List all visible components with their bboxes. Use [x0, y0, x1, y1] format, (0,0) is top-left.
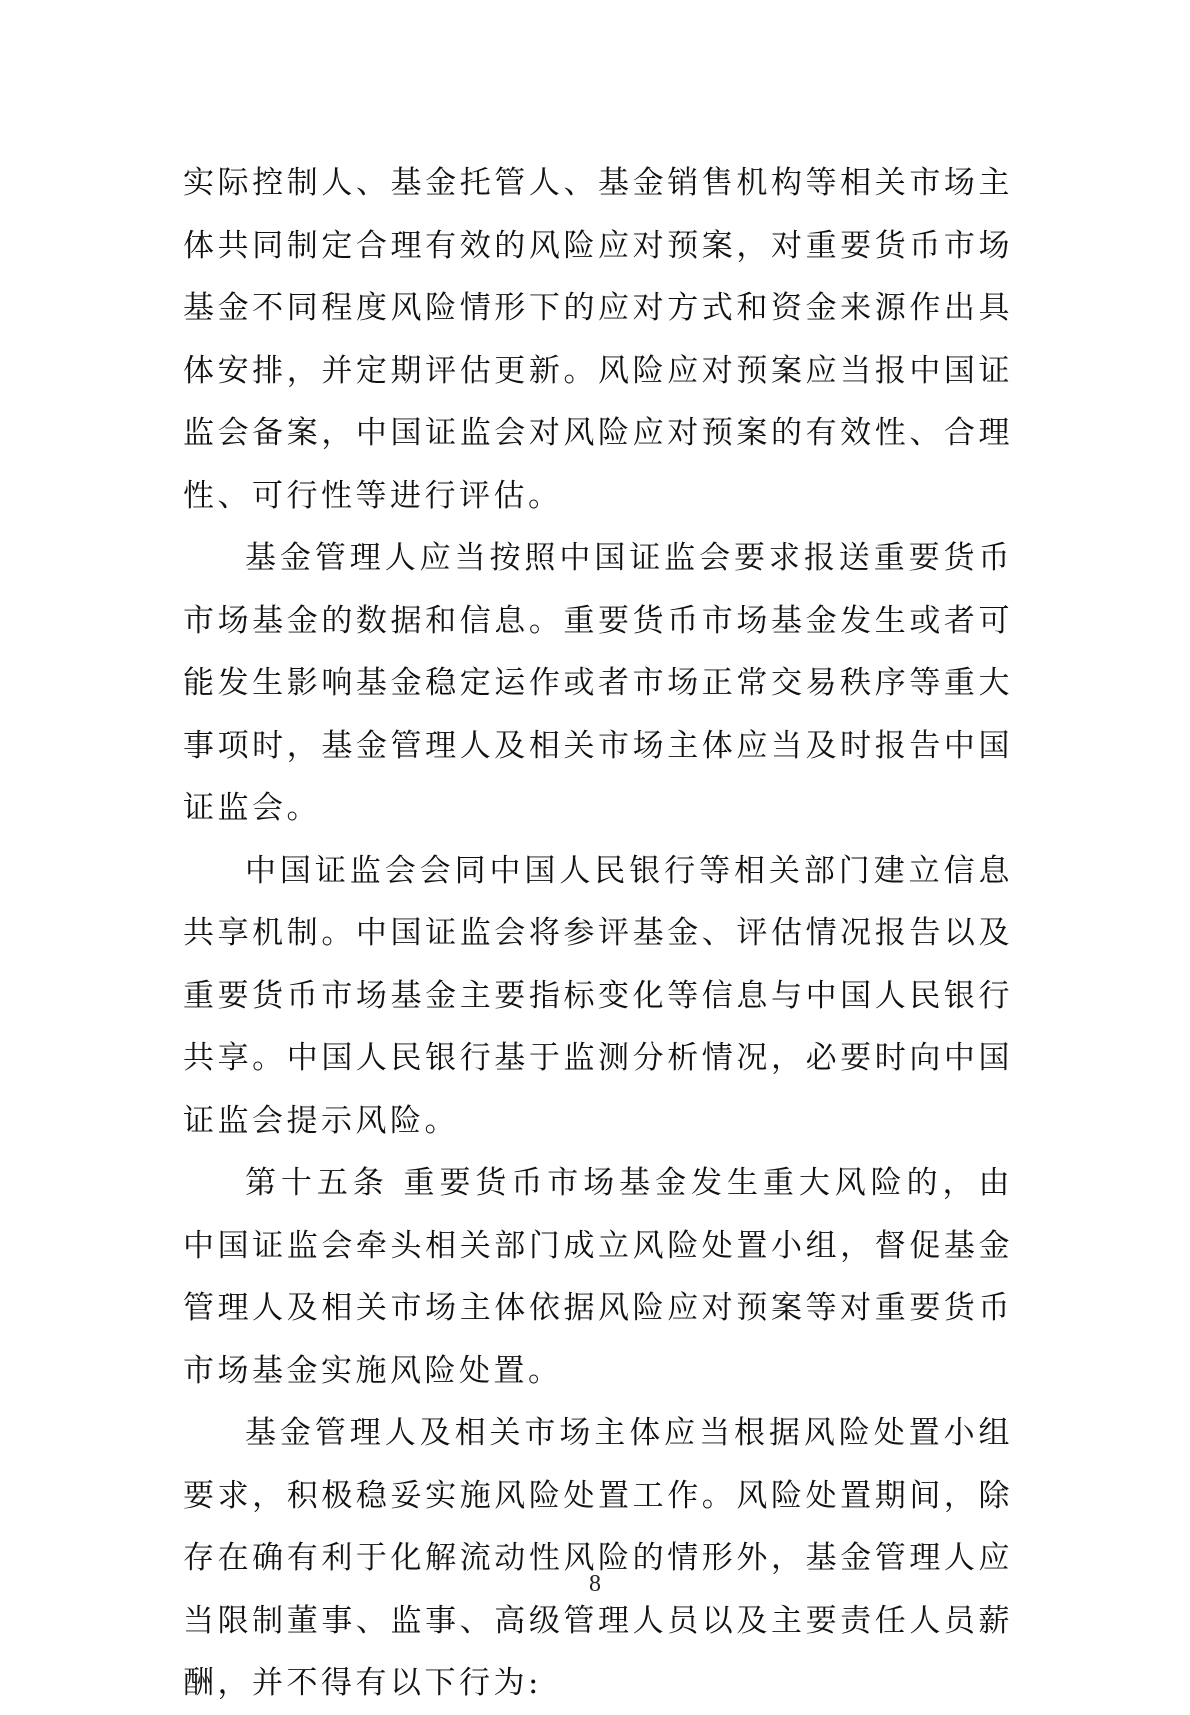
paragraph-article-15: 第十五条 重要货币市场基金发生重大风险的，由中国证监会牵头相关部门成立风险处置小组，督促基金管理人及相关市场主体依据风险应对预案等对重要货币市场基金实施风险处置。	[183, 1165, 1013, 1389]
paragraph-data-reporting: 基金管理人应当按照中国证监会要求报送重要货币市场基金的数据和信息。重要货币市场基金发生或者可能发生影响基金稳定运作或者市场正常交易秩序等重大事项时，基金管理人及相关市场主体应当及时报告中国证监会。	[183, 540, 1013, 826]
paragraph-continuation: 实际控制人、基金托管人、基金销售机构等相关市场主体共同制定合理有效的风险应对预案，对重要货币市场基金不同程度风险情形下的应对方式和资金来源作出具体安排，并定期评估更新。风险应对预案应当报中国证监会备案，中国证监会对风险应对预案的有效性、合理性、可行性等进行评估。	[183, 165, 1013, 514]
paragraph-information-sharing: 中国证监会会同中国人民银行等相关部门建立信息共享机制。中国证监会将参评基金、评估情况报告以及重要货币市场基金主要指标变化等信息与中国人民银行共享。中国人民银行基于监测分析情况，必要时向中国证监会提示风险。	[183, 852, 1013, 1139]
page-number: 8	[589, 1571, 601, 1597]
body-text	[183, 152, 1013, 1715]
paragraph-risk-disposal: 基金管理人及相关市场主体应当根据风险处置小组要求，积极稳妥实施风险处置工作。风险处置期间，除存在确有利于化解流动性风险的情形外，基金管理人应当限制董事、监事、高级管理人员以及主要责任人员薪酬，并不得有以下行为:	[183, 1415, 1013, 1701]
